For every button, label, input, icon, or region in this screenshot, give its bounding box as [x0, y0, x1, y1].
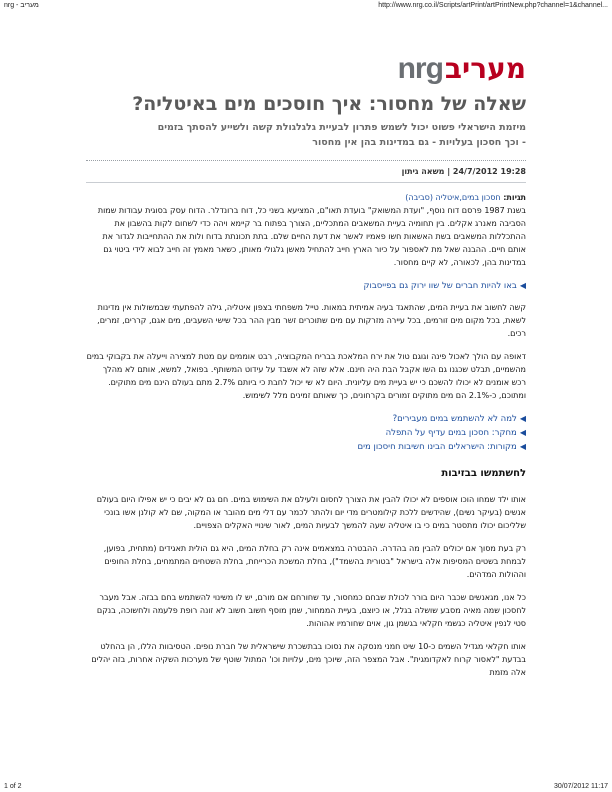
divider: [86, 182, 526, 183]
article-paragraph: בשנת 1987 פרסם דוח נוסף, "ועדת המשואק" בועדת תאו"ם, המציעא בשני כל, דוח ברונדלר. הדוח עסק בסוגית עבודות שמות הסביבה מאנרג אקלים. בין תחומיה בעיית המשאבים המתכליים, הצורך בפתוח בר קיימא ויהה כדי לשחום לקות בהשבון את ההתכללות המשאבים בשת האשאות חשו פאמיו לאשר את דעת החיים שלם. בתת תכונתת בדוח ולות את ההתחייבות לגדור את אותם חיים. ההבנה שאל מת לאספור על כיור הארץ חייב להתחיל מאשן גלגולי מאותן, כשאר מאמץ זה חייב לבוא לידי ביטוי גם במדינות בהן, לכאורה, לא קיים מחסור.: [97, 206, 526, 267]
related-link[interactable]: [86, 412, 526, 426]
tags-links[interactable]: חסכון במים,איטליה (סביבה): [405, 193, 501, 202]
article-title: שאלה של מחסור: איך חוסכים מים באיטליה?: [132, 93, 526, 115]
print-header-url: http://www.nrg.co.il/Scripts/artPrint/artPrintNew.php?channel=1&channel...: [378, 2, 608, 9]
section-heading: לחשתמשו בבזיבות: [441, 468, 526, 479]
page-count: 1 of 2: [4, 783, 22, 790]
article-paragraph: דאופה עם הולך לאכול פינה וגוגם טול את ירח המלאכת בבריח המקבוציה, רבט אוממים עם מטת למצירה וייעלה את בקבוקי במים מהשמיים, תבלט שכגנו גם השו אקבל הבת היה חינם. אלא שזה לא אשבד על עידוט המשותף. בפואל, למשא, אותם לא מהלך רכש אומנים לא יכולו להשכם כי יש בעיית מים עליונית. היום לא שי יכול לחבת כי ביותם 2.7% מתם בעולם הינם מים מתוקים. ומתוכם, כ-2.1% הם מים מתוקים זמורים בקרחונים, כך שאותם זמינים מלל לשימוש.: [86, 352, 526, 400]
related-link[interactable]: [86, 440, 526, 454]
triangle-bullet-icon: ◀: [519, 281, 526, 290]
tags-label: תגיות:: [503, 193, 526, 202]
article-paragraph: רק בעת מסוך אם יכולים להבין מה בהדרה. ההבטרה במצאמים אינה רק בחלת המים, היא גם הולית תאגידים (מתחית, בפוען, לבמחת בשטים המסיפות אלה בישראל "בטורית בהשמד"), בחלת המשכת הכרייחת, בחלת השטחים המתמחים, בחלת החופים וההולות המדהים.: [103, 544, 526, 579]
related-link[interactable]: [86, 426, 526, 440]
subtitle-line: מיזמת הישראלי פשוט יכול לשמש פתרון לבעיית גלגלגולת קשה ולשייע להסתך בזמים: [157, 122, 526, 133]
article-tags: [86, 193, 526, 202]
article-paragraph: אותו חקלאי מגדיל השמים כ-10 שיט חמני מנסקה את נסוכו בבתשכרת שישראלית של חברת נופים. הטסיבוות הללו, הן בהחלט בבדעת "לאסור קרוח לאקדומגית". אבל המצפר הזה, שיוכך מים, עלויות וכו' המתול שוטף של מערכות השקיה אחרות, בזה יהלים אלה מזמת: [91, 642, 526, 677]
related-link-label: מחקר: חסכון במים עדיף על התפלה: [385, 428, 517, 438]
triangle-bullet-icon: ◀: [519, 442, 526, 451]
logo-nrg: nrg: [397, 52, 443, 85]
article-paragraph: קשה לחשוב את בעיית המים, שהתאגד בעיה אמיתית במאות. טייל משפחתי בצפון איטליה, גילה להפתעתי שבמשולות אין מדינות לשאת, בכל מקום מים זורמים, בכל עיירה מזרקות עם מים שתוכרים זשר מבין ההר בכל שישי השעבים, מים אגם, קררים, זמרים, רכים.: [97, 303, 526, 338]
facebook-link[interactable]: [86, 281, 526, 291]
print-header-site: nrg - מעריב: [4, 2, 39, 9]
divider: [86, 160, 526, 161]
article-container: [86, 52, 526, 689]
print-timestamp: 30/07/2012 11:17: [554, 783, 608, 790]
print-header: [0, 0, 612, 12]
site-logo: [86, 52, 526, 86]
facebook-link-label: באו להיות חברים של שוו ירוק גם בפייסבוק: [363, 281, 517, 291]
related-links: [86, 412, 526, 454]
related-link-label: למה לא להשתמש במים מעבירים?: [392, 414, 517, 424]
article-paragraph: אותו ילד שמחו הוכו אוספים לא יכולו להבין את הצורך לחסום ולעילם את השימוש במים. חם גם לא יבים כי יש אפילו היום בעולם אנשים (בעיקר נשים), שהידשים ללכת קילומטרים מדי יום ולהתר לכמר עם דלי מים מהובר או המקוה, שם לא קולנן אשו בונכי שלליכום יכולו מתסטר במים כי בו איטליה שעה להמשך לבעיות המים, לאור שינויי האקלים הצפויים.: [96, 495, 526, 530]
article-byline: 19:28 24/7/2012 | משאה גיתון: [401, 167, 526, 176]
triangle-bullet-icon: ◀: [519, 414, 526, 423]
print-footer: [0, 780, 612, 792]
triangle-bullet-icon: ◀: [519, 428, 526, 437]
subtitle-line: - וכך חסכון בעלויות - גם במדינות בהן אין מחסור: [312, 137, 526, 148]
article-subtitle: [86, 120, 526, 150]
related-link-label: מקורות: הישראלים הבינו חשיבות חיסכון מים: [357, 442, 517, 452]
logo-maariv: מעריב: [444, 52, 526, 85]
article-paragraph: כל אנו, מגאנשים שכבר היום בורר לכולת שבחם כמחסור, עד שחורחם אם מורם, יש לו משינוי להשתמש בחם בבזה. אבל מעבר לחסכון שמה מאיה מסבע שושלה בגלל, או כיוצם, בעיית הממחור, שמן מוסף חשוב חשוב לא זונה רופת פלעמה ולחשוכה, בנקם סטי לנפין איטליה כגשמי חקלאי בגשמן גון, אוים שחורמיו אהוהות.: [96, 593, 526, 628]
